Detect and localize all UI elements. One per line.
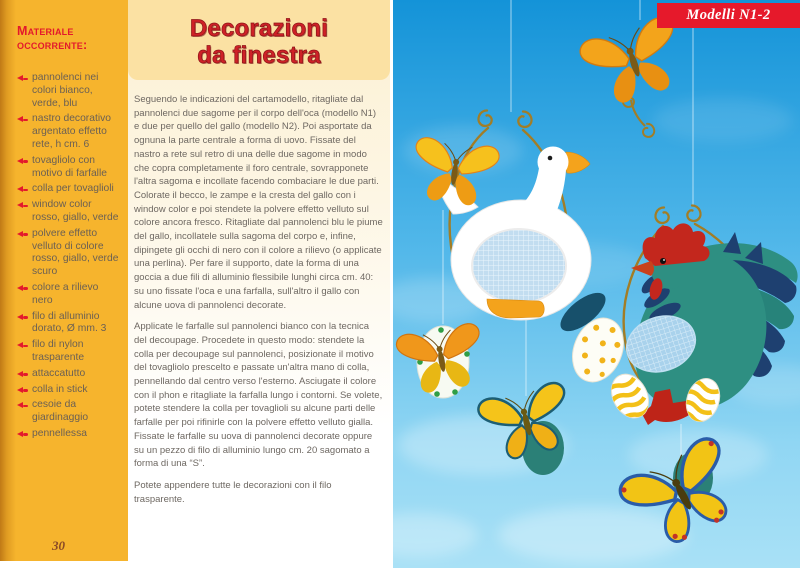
- material-item-label: colla in stick: [32, 383, 88, 395]
- body-paragraph: Applicate le farfalle sul pannolenci bianco con la tecnica del decoupage. Procedete in questo modo: stendete la colla per decoupage sul pannolenci, posizionate il motivo del tovagliolo prescelto e passate un'altra mano di colla, pennellando dal centro verso l'esterno. Asciugate il colore con il phon e ritagliate la farfalla lungo i contorni. Se volete, potete stendere la colla per tovaglioli su alcune parti delle farfalle per poi rifinirle con la polvere effetto velluto gialla. Fissate le farfalle su uova di pannolenci decorate oppure su un pezzo di filo di alluminio lungo cm. 20 sagomato a forma di una “S”.: [134, 321, 383, 470]
- material-item-label: polvere effetto velluto di colore rosso, giallo, verde scuro: [32, 227, 119, 278]
- material-item: [17, 399, 120, 425]
- decorations-photo: [393, 0, 800, 568]
- material-item: [17, 113, 120, 151]
- material-item: [17, 183, 120, 196]
- material-item: [17, 368, 120, 381]
- arrow-bullet-icon: [17, 313, 29, 321]
- material-item: [17, 311, 120, 337]
- arrow-bullet-icon: [17, 386, 29, 394]
- material-item-label: filo di alluminio dorato, Ø mm. 3: [32, 310, 107, 335]
- material-item-label: filo di nylon trasparente: [32, 339, 85, 363]
- article-body: [128, 80, 390, 506]
- arrow-bullet-icon: [17, 115, 29, 123]
- article-column: [128, 0, 390, 568]
- arrow-bullet-icon: [17, 401, 29, 409]
- model-badge-label: Modelli N1-2: [686, 7, 771, 23]
- material-item: [17, 72, 120, 110]
- arrow-bullet-icon: [17, 74, 29, 82]
- materials-header: Materiale occorrente:: [17, 24, 88, 52]
- materials-sidebar: [0, 0, 128, 561]
- material-item: [17, 155, 120, 181]
- material-item-label: nastro decorativo argentato effetto rete, h cm. 6: [32, 113, 111, 150]
- decorations-photo-art: [393, 0, 800, 568]
- material-item-label: window color rosso, giallo, verde: [32, 199, 119, 223]
- page-title-line-2: da finestra: [197, 42, 321, 69]
- materials-list: [17, 72, 120, 441]
- page-title-line-1: Decorazioni: [189, 15, 329, 42]
- body-paragraph: Seguendo le indicazioni del cartamodello, ritagliate dal pannolenci due sagome per il corpo dell'oca (modello N1) e due per quello del gallo (modello N2). Poi asportate da ognuna la parte centrale a forma di uovo. Fissate del nastro a rete sul retro di una delle due sagome in modo che copra completamente il foro centrale, sovrapponete l'altra sagoma e incollate facendo combaciare le due parti. Colorate il becco, le zampe e la cresta del gallo con i window color e poi stendete la polvere effetto velluto sul colore ancora fresco. Ritagliate dal pannolenci blu le piume del gallo, incollatele sulla sagoma del corpo e, infine, dipingete gli occhi di nero con il colore a rilievo (o applicate una perlina). Per fare il supporto, date la forma di una goccia a due fili di alluminio flessibile lunghi circa cm. 40: su uno fissate l'oca e una farfalla, sull'altro il gallo con alcune uova di pannolenci decorate.: [134, 94, 383, 311]
- page-number: 30: [52, 538, 65, 553]
- material-item: [17, 199, 120, 225]
- material-item-label: cesoie da giardinaggio: [32, 399, 89, 424]
- material-item-label: colla per tovaglioli: [32, 183, 114, 195]
- material-item-label: tovagliolo con motivo di farfalle: [32, 154, 107, 179]
- arrow-bullet-icon: [17, 201, 29, 209]
- material-item: [17, 384, 120, 397]
- arrow-bullet-icon: [17, 341, 29, 349]
- arrow-bullet-icon: [17, 230, 29, 238]
- arrow-bullet-icon: [17, 157, 29, 165]
- material-item-label: colore a rilievo nero: [32, 281, 99, 306]
- article-title-box: [128, 0, 390, 80]
- material-item: [17, 428, 120, 441]
- material-item: [17, 228, 120, 279]
- arrow-bullet-icon: [17, 284, 29, 292]
- material-item-label: attaccatutto: [32, 367, 86, 379]
- arrow-bullet-icon: [17, 430, 29, 438]
- model-badge: [657, 3, 800, 28]
- body-paragraph: Potete appendere tutte le decorazioni con il filo trasparente.: [134, 479, 332, 505]
- material-item: [17, 282, 120, 308]
- material-item-label: pennellessa: [32, 427, 87, 439]
- arrow-bullet-icon: [17, 370, 29, 378]
- material-item-label: pannolenci nei colori bianco, verde, blu: [32, 72, 99, 109]
- arrow-bullet-icon: [17, 185, 29, 193]
- material-item: [17, 339, 120, 365]
